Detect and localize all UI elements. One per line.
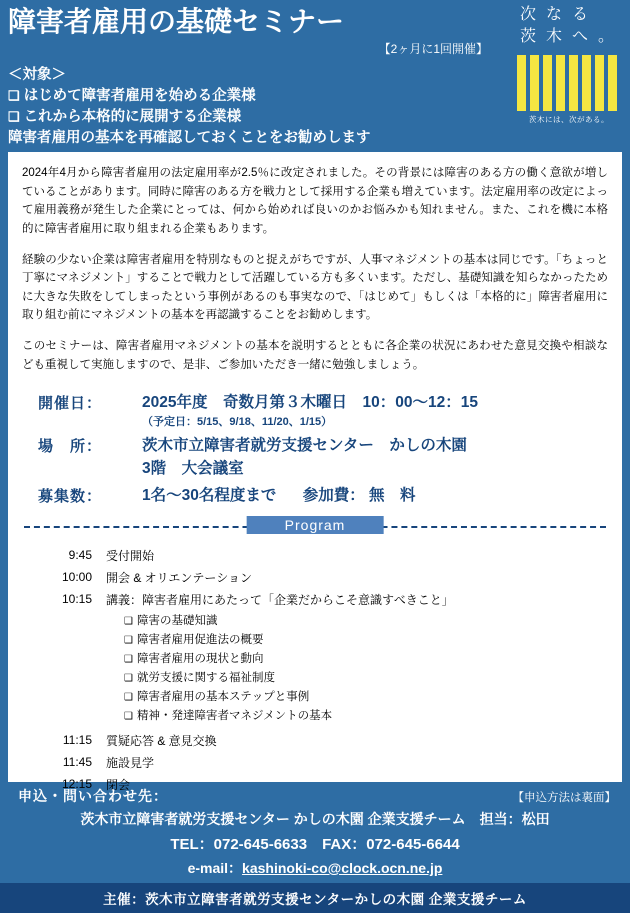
program-badge: Program	[247, 516, 384, 534]
fee-value: 無 料	[369, 486, 416, 504]
target-label: ＜対象＞	[8, 67, 66, 84]
contact-organization: 茨木市立障害者就労支援センター かしの木園 企業支援チーム 担当：松田	[80, 811, 550, 827]
detail-value-place	[142, 435, 467, 479]
checkbox-icon: ❑	[124, 673, 133, 685]
program-bullet	[124, 632, 454, 648]
detail-value-date-sub: （予定日：5/15、9/18、11/20、1/15）	[142, 415, 333, 428]
logo-caption: 茨木には、次がある。	[529, 115, 609, 125]
program-divider	[24, 516, 606, 538]
program-bullet-label: 就労支援に関する福祉制度	[136, 672, 275, 685]
paragraph-2: 経験の少ない企業は障害者雇用を特別なものと捉えがちですが、人事マネジメントの基本は同じです。「ちょっと丁寧にマネジメント」することで戦力として活躍している方も多くいます。ただし、基礎知識を知らなかったために大きな失敗をしてしまったという事例があるのも事実なので、「はじめて」もしくは「本格的に」障害者雇用に取り組む前にマネジメントの基本を再認識することをお勧めします。	[22, 253, 608, 322]
detail-value-place-main: 茨木市立障害者就労支援センター かしの木園	[142, 437, 467, 455]
detail-row-date	[8, 392, 622, 430]
checkbox-icon: ❑	[124, 653, 133, 665]
logo-line-2: 茨 木 へ 。	[520, 27, 618, 45]
program-bullet	[124, 670, 454, 686]
target-audience-block	[8, 65, 508, 149]
program-text: 講義：障害者雇用にあたって「企業だからこそ意識すべきこと」	[106, 592, 454, 607]
program-bullet-label: 精神・発達障害者マネジメントの基本	[136, 710, 333, 723]
program-bullet-label: 障害者雇用の基本ステップと事例	[136, 691, 310, 704]
program-text: 閉会	[106, 777, 131, 792]
program-text: 質疑応答 & 意見交換	[106, 734, 217, 749]
program-bullet-label: 障害者雇用促進法の概要	[136, 633, 264, 646]
program-item	[48, 733, 622, 750]
program-bullet-label: 障害の基礎知識	[136, 614, 218, 627]
contact-label: 申込・問い合わせ先：	[18, 788, 168, 804]
page-title: 障害者雇用の基礎セミナー	[8, 6, 345, 37]
header-left	[8, 6, 508, 149]
capacity-value: 1名～30名程度まで	[142, 486, 277, 504]
checkbox-icon: ❑	[8, 109, 20, 125]
program-time: 9:45	[68, 548, 92, 563]
footer-bar	[0, 883, 630, 913]
target-item-1	[8, 86, 508, 107]
body-panel	[8, 152, 622, 792]
program-time: 11:45	[62, 755, 92, 770]
application-method-note: 【申込方法は裏面】	[512, 792, 616, 804]
program-time: 10:15	[61, 591, 92, 606]
checkbox-icon: ❑	[124, 711, 133, 723]
program-text-wrap	[106, 592, 454, 727]
paragraph-1: 2024年4月から障害者雇用の法定雇用率が2.5％に改定されました。その背景には障害のある方の働く意欲が増していることがあります。同時に障害のある方を戦力として採用する企業も増えています。法定雇用率の改定によって雇用義務が発生した企業にとっては、何から始めれば良いのかお悩みかも知れません。また、これを機に本格的に障害者雇用に取り組まれる企業もあります。	[22, 167, 608, 235]
target-item-1-label: はじめて障害者雇用を始める企業様	[23, 88, 256, 105]
checkbox-icon: ❑	[124, 634, 133, 646]
checkbox-icon: ❑	[124, 615, 133, 627]
intro-paragraphs	[8, 152, 622, 374]
program-text: 開会 & オリエンテーション	[106, 571, 252, 586]
program-text: 施設見学	[106, 756, 155, 771]
program-bullet	[124, 651, 454, 667]
program-time: 10:00	[61, 570, 92, 585]
recommend-line: 障害者雇用の基本を再確認しておくことをお勧めします	[8, 130, 371, 147]
detail-label-capacity: 募集数：	[38, 487, 103, 505]
program-bullet	[124, 689, 454, 705]
program-bullet	[124, 613, 454, 629]
header-banner	[0, 0, 630, 150]
event-details	[8, 386, 622, 506]
contact-email-row	[0, 858, 630, 878]
logo-stripes-icon	[517, 55, 621, 111]
detail-value-date-main: 2025年度 奇数月第３木曜日 10：00～12：15	[142, 394, 478, 412]
frequency-note: 【2ヶ月に1回開催】	[378, 42, 488, 57]
footer-text: 主催：茨木市立障害者就労支援センターかしの木園 企業支援チーム	[103, 892, 527, 907]
program-list	[8, 538, 622, 793]
contact-tel-fax: TEL：072-645-6633 FAX：072-645-6644	[170, 836, 460, 853]
detail-value-capacity	[142, 485, 416, 507]
program-time: 11:15	[62, 733, 92, 748]
paragraph-3: このセミナーは、障害者雇用マネジメントの基本を説明するとともに各企業の状況にあわせた意見交換や相談なども重視して実施しますので、是非、ご参加いただき一緒に勉強しましょう。	[22, 340, 608, 371]
target-item-2-label: これから本格的に展開する企業様	[23, 109, 242, 126]
detail-value-place-sub: 3階 大会議室	[142, 460, 244, 478]
checkbox-icon: ❑	[8, 88, 20, 104]
contact-email-label: e-mail：	[187, 860, 243, 876]
program-bullets	[124, 613, 454, 725]
program-item	[48, 548, 622, 565]
detail-row-place	[8, 435, 622, 479]
contact-section	[0, 782, 630, 876]
city-logo	[514, 4, 624, 125]
program-time: 12:15	[61, 776, 92, 791]
program-item	[48, 570, 622, 587]
program-text: 受付開始	[106, 549, 155, 564]
fee-label: 参加費：	[302, 486, 365, 504]
program-bullet	[124, 708, 454, 724]
detail-label-place: 場 所：	[38, 438, 103, 456]
logo-line-1: 次 な る	[520, 6, 592, 23]
program-item	[48, 592, 622, 727]
detail-row-capacity	[8, 485, 622, 507]
contact-email-link[interactable]: kashinoki-co@clock.ocn.ne.jp	[242, 860, 443, 876]
program-bullet-label: 障害者雇用の現状と動向	[136, 652, 264, 665]
program-item	[48, 755, 622, 772]
detail-label-date: 開催日：	[38, 395, 103, 413]
detail-value-date	[142, 392, 478, 430]
checkbox-icon: ❑	[124, 692, 133, 704]
contact-header-row	[0, 782, 630, 806]
target-item-2	[8, 107, 508, 128]
